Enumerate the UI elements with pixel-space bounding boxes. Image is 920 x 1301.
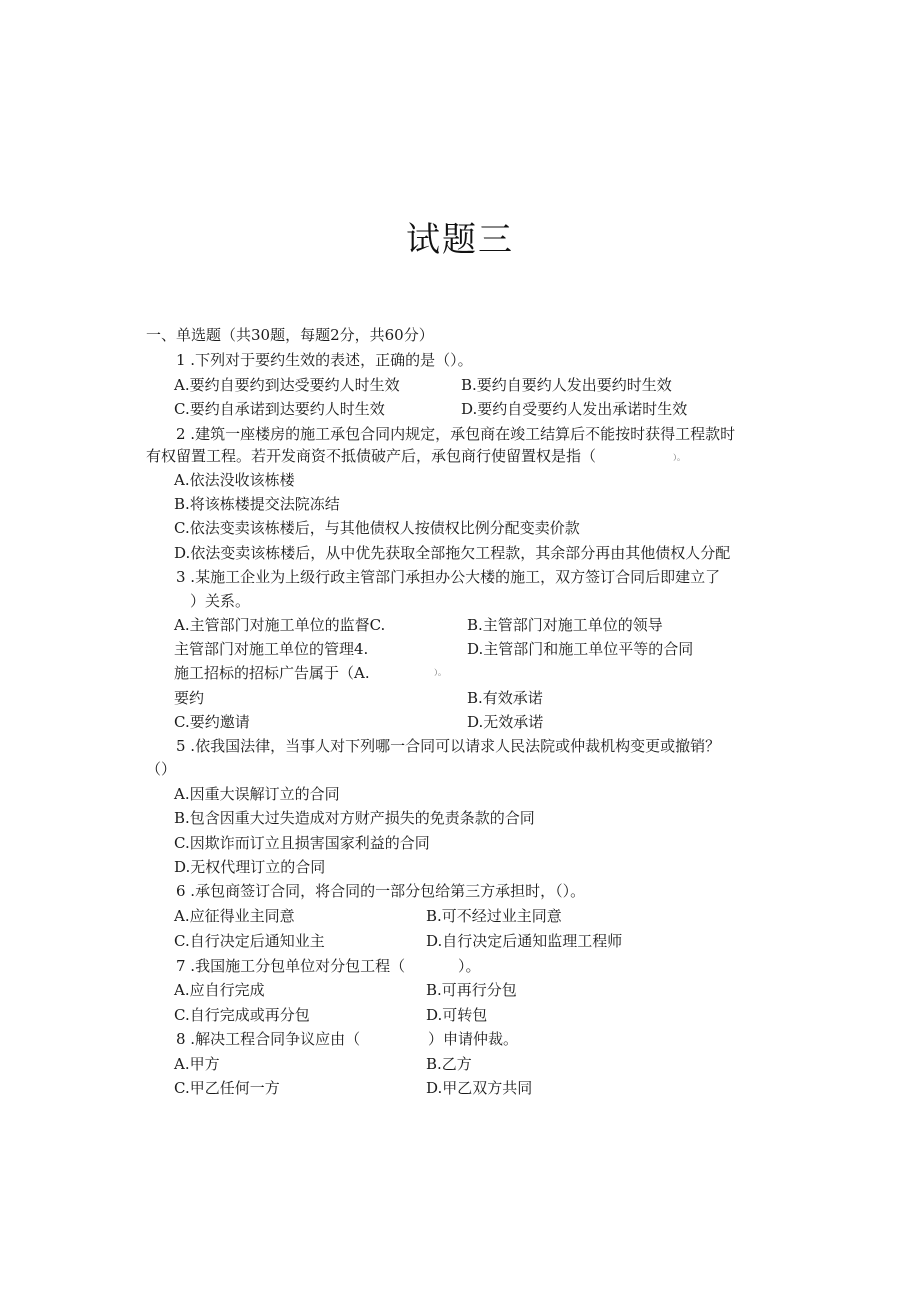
q7-option-a: A.应自行完成: [174, 981, 265, 999]
q2-stem-tail: ）。: [673, 453, 685, 462]
q2-option-c: C.依法变卖该栋楼后，与其他债权人按债权比例分配变卖价款: [174, 519, 580, 537]
q6-stem: 6 .承包商签订合同，将合同的一部分包给第三方承担时，（）。: [176, 882, 586, 900]
q2-option-d: D.依法变卖该栋楼后，从中优先获取全部拖欠工程款，其余部分再由其他债权人分配: [174, 544, 731, 562]
section-heading: 一、单选题（共30题，每题2分，共60分）: [146, 326, 434, 344]
q2-stem-line1: 2 .建筑一座楼房的施工承包合同内规定，承包商在竣工结算后不能按时获得工程款时: [176, 425, 736, 443]
q4-option-b: B.有效承诺: [467, 689, 543, 707]
q1-option-b: B.要约自要约人发出要约时生效: [461, 376, 672, 394]
q3-row2-right: D.主管部门和施工单位平等的合同: [467, 640, 694, 658]
q7-option-d: D.可转包: [426, 1006, 488, 1024]
q4-stem-tail: ）。: [434, 668, 446, 677]
q4-option-d: D.无效承诺: [467, 713, 544, 731]
q1-option-c: C.要约自承诺到达要约人时生效: [174, 400, 385, 418]
q6-option-c: C.自行决定后通知业主: [174, 932, 325, 950]
q3-row2-left: 主管部门对施工单位的管理4.: [174, 640, 369, 658]
q8-stem: 8 .解决工程合同争议应由（: [176, 1030, 361, 1048]
q7-stem: 7 .我国施工分包单位对分包工程（: [176, 957, 406, 975]
q5-option-b: B.包含因重大过失造成对方财产损失的免责条款的合同: [174, 809, 535, 827]
q3-stem-line1: 3 .某施工企业为上级行政主管部门承担办公大楼的施工，双方签订合同后即建立了: [176, 568, 721, 586]
q2-stem-line2: 有权留置工程。若开发商资不抵债破产后，承包商行使留置权是指（: [146, 447, 597, 465]
q5-stem-line1: 5 .依我国法律，当事人对下列哪一合同可以请求人民法院或仲裁机构变更或撤销？: [176, 737, 721, 755]
q1-option-d: D.要约自受要约人发出承诺时生效: [461, 400, 688, 418]
q1-stem: 1 .下列对于要约生效的表述，正确的是（）。: [176, 351, 473, 369]
q5-stem-line2: （）: [146, 760, 177, 778]
q2-option-b: B.将该栋楼提交法院冻结: [174, 495, 340, 513]
q8-option-c: C.甲乙任何一方: [174, 1079, 280, 1097]
q8-option-d: D.甲乙双方共同: [426, 1079, 533, 1097]
q5-option-a: A.因重大误解订立的合同: [174, 785, 340, 803]
document-title: 试题三: [406, 220, 514, 260]
q7-option-c: C.自行完成或再分包: [174, 1006, 310, 1024]
q4-stem: 施工招标的招标广告属于（A.: [174, 664, 370, 682]
q4-option-a: 要约: [174, 689, 205, 707]
q5-option-d: D.无权代理订立的合同: [174, 858, 326, 876]
q3-row1-right: B.主管部门对施工单位的领导: [467, 616, 663, 634]
q7-option-b: B.可再行分包: [426, 981, 517, 999]
q6-option-b: B.可不经过业主同意: [426, 907, 562, 925]
q4-option-c: C.要约邀请: [174, 713, 250, 731]
q6-option-a: A.应征得业主同意: [174, 907, 295, 925]
q3-stem-line2: ）关系。: [190, 592, 251, 610]
q8-option-b: B.乙方: [426, 1055, 472, 1073]
q3-row1-left: A.主管部门对施工单位的监督C.: [174, 616, 386, 634]
q6-option-d: D.自行决定后通知监理工程师: [426, 932, 623, 950]
q1-option-a: A.要约自要约到达受要约人时生效: [174, 376, 400, 394]
q5-option-c: C.因欺诈而订立且损害国家利益的合同: [174, 834, 430, 852]
q8-option-a: A.甲方: [174, 1055, 220, 1073]
q8-stem-tail: ）申请仲裁。: [428, 1030, 519, 1048]
q2-option-a: A.依法没收该栋楼: [174, 471, 295, 489]
q7-stem-tail: ）。: [458, 957, 481, 975]
